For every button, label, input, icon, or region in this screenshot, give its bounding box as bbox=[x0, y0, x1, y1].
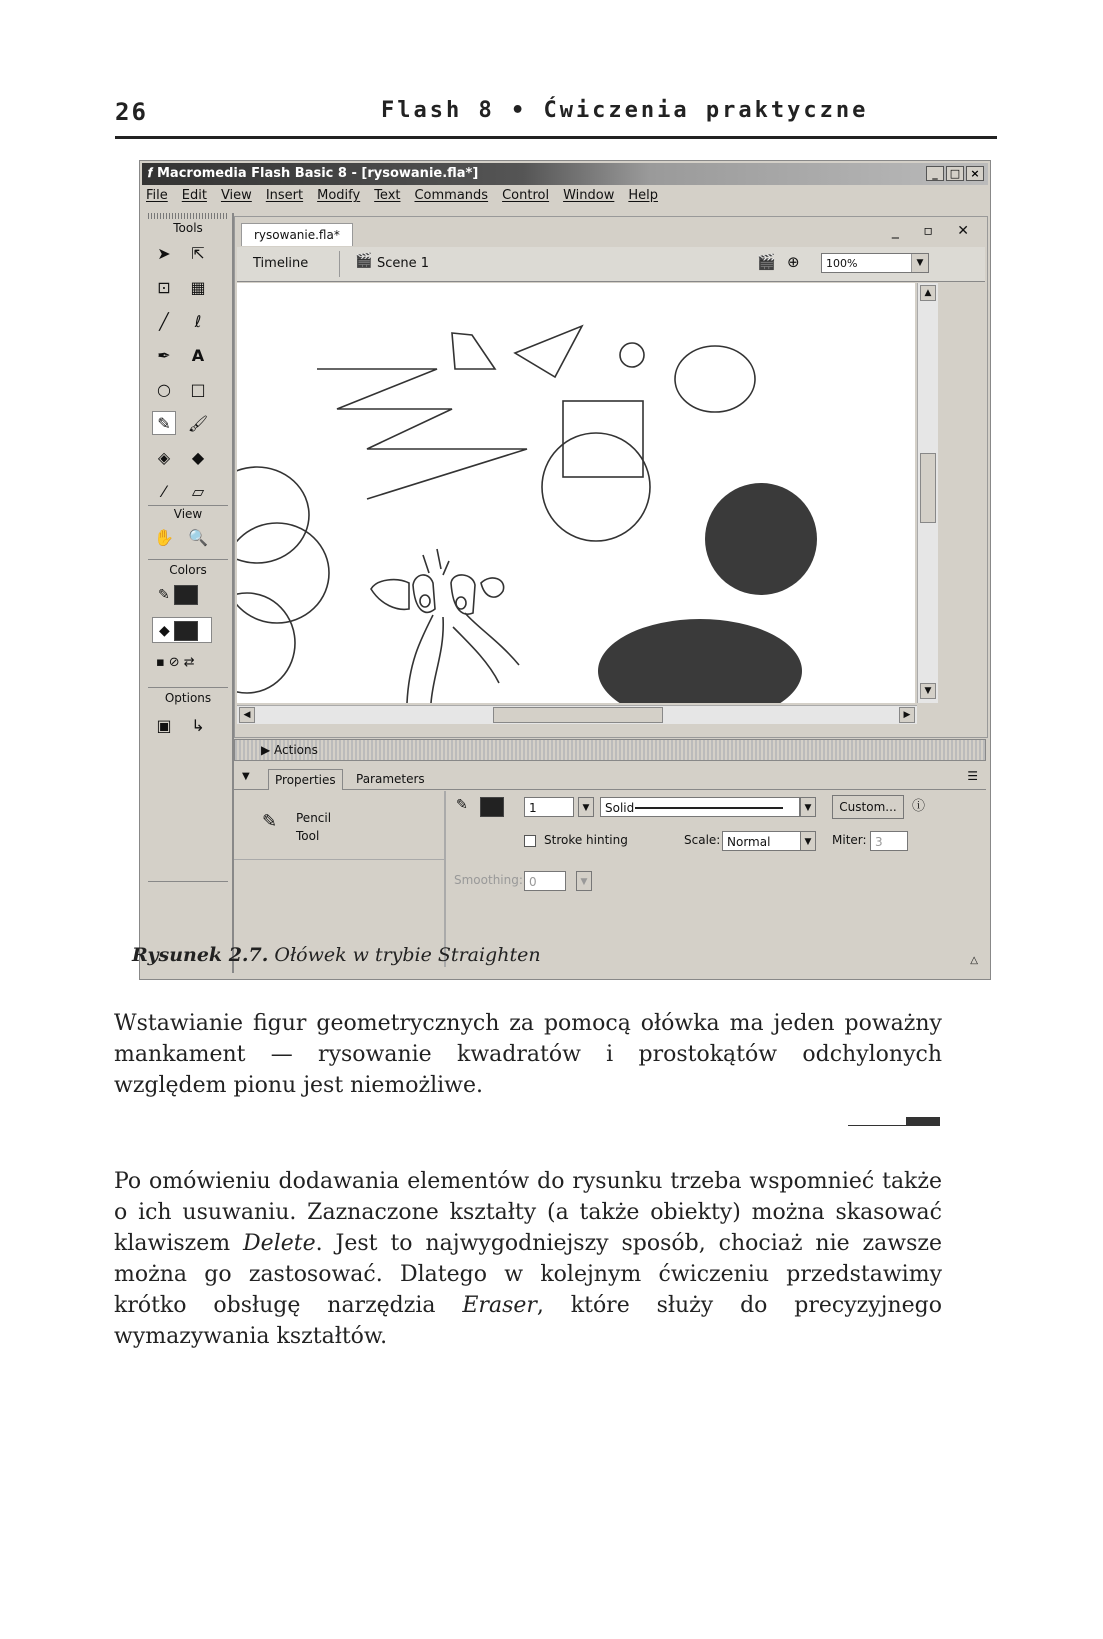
tools-title: Tools bbox=[173, 221, 203, 235]
object-drawing-icon[interactable]: ▣ bbox=[156, 715, 172, 735]
stroke-style-value: Solid bbox=[605, 801, 635, 815]
close-button[interactable]: × bbox=[966, 166, 984, 181]
timeline-bar bbox=[237, 247, 985, 282]
line-tool-icon[interactable]: ╱ bbox=[159, 311, 169, 331]
pen-tool-icon[interactable]: ✒ bbox=[157, 345, 171, 365]
custom-button[interactable]: Custom... bbox=[832, 795, 904, 819]
eraser-tool-term: Eraser bbox=[462, 1293, 537, 1318]
bottom-panels bbox=[234, 739, 986, 975]
hand-tool-icon[interactable]: ✋ bbox=[154, 527, 174, 547]
selection-tool-icon[interactable]: ➤ bbox=[157, 243, 171, 263]
delete-key-term: Delete bbox=[243, 1231, 316, 1256]
menu-help[interactable]: Help bbox=[628, 188, 658, 203]
properties-header bbox=[234, 765, 986, 790]
page-header bbox=[115, 96, 997, 139]
square-outline bbox=[563, 401, 643, 477]
scroll-up-icon[interactable]: ▲ bbox=[920, 285, 936, 301]
colors-section-label: Colors bbox=[169, 563, 207, 577]
scroll-down-icon[interactable]: ▼ bbox=[920, 683, 936, 699]
paragraph-2-part-3: , które służy do precyzyjnego wymazywania kształtów. bbox=[114, 1293, 942, 1349]
help-icon[interactable]: ⓘ bbox=[912, 799, 926, 814]
page-number: 26 bbox=[115, 98, 148, 126]
document-window-controls[interactable]: _ ▫ ✕ bbox=[891, 223, 979, 239]
gradient-transform-tool-icon[interactable]: ▦ bbox=[190, 277, 206, 297]
running-title: Flash 8 • Ćwiczenia praktyczne bbox=[381, 98, 869, 123]
menu-commands[interactable]: Commands bbox=[414, 188, 489, 203]
trapezoid-shape bbox=[452, 333, 495, 369]
large-circle-outline bbox=[542, 433, 650, 541]
document-tab[interactable]: rysowanie.fla* bbox=[241, 223, 353, 246]
menu-view[interactable]: View bbox=[220, 188, 252, 203]
ink-bottle-tool-icon[interactable]: ◈ bbox=[157, 447, 171, 467]
menu-insert[interactable]: Insert bbox=[265, 188, 304, 203]
timeline-button[interactable]: Timeline bbox=[253, 256, 309, 271]
horizontal-scrollbar[interactable] bbox=[237, 705, 917, 724]
options-section-label: Options bbox=[164, 691, 212, 705]
eraser-tool-icon[interactable]: ▱ bbox=[191, 481, 205, 501]
small-circle bbox=[620, 343, 644, 367]
figure-caption bbox=[132, 944, 541, 966]
paragraph-1: Wstawianie figur geometrycznych za pomocą ołówka ma jeden poważny mankament — rysowanie kwadratów i prostokątów odchylonych względem pionu jest niemożliwe. bbox=[114, 1011, 942, 1098]
filled-ellipse bbox=[598, 619, 802, 703]
stroke-width-stepper-icon[interactable]: ▼ bbox=[578, 797, 594, 817]
stroke-hinting-label: Stroke hinting bbox=[544, 833, 628, 847]
filled-circle bbox=[705, 483, 817, 595]
stroke-hinting-checkbox[interactable] bbox=[524, 835, 536, 847]
color-swap-icons[interactable]: ▪⊘⇄ bbox=[156, 655, 199, 670]
smoothing-field[interactable]: 0 bbox=[524, 871, 566, 891]
oval-tool-icon[interactable]: ○ bbox=[157, 379, 171, 399]
scene-label: Scene 1 bbox=[377, 256, 430, 271]
scroll-right-icon[interactable]: ▶ bbox=[899, 707, 915, 723]
vertical-scrollbar[interactable] bbox=[917, 283, 938, 703]
left-arc-1 bbox=[237, 467, 309, 563]
stroke-color-swatch[interactable] bbox=[174, 585, 198, 605]
menu-modify[interactable]: Modify bbox=[317, 188, 361, 203]
tab-parameters[interactable]: Parameters bbox=[356, 772, 425, 786]
collapse-arrow-icon[interactable]: ▼ bbox=[242, 771, 250, 782]
triangle-shape bbox=[515, 326, 582, 377]
stroke-color-swatch-panel[interactable] bbox=[480, 797, 504, 817]
scroll-left-icon[interactable]: ◀ bbox=[239, 707, 255, 723]
document-window bbox=[234, 216, 988, 738]
caption-label: Rysunek 2.7. bbox=[132, 944, 269, 966]
paragraph-2-part-1: Po omówieniu dodawania elementów do rysunku trzeba wspomnieć także o ich usuwaniu. Zaznaczone kształty (a także obiekty) można skasować klawiszem bbox=[114, 1169, 942, 1256]
stroke-style-dropdown-icon[interactable]: ▼ bbox=[800, 797, 816, 817]
eyedropper-tool-icon[interactable]: ⁄ bbox=[162, 481, 166, 501]
lasso-tool-icon[interactable]: ℓ bbox=[194, 311, 202, 331]
zoom-value: 100% bbox=[826, 257, 858, 270]
scale-select[interactable]: Normal bbox=[722, 831, 802, 851]
scene-clapper-icon: 🎬 bbox=[355, 253, 373, 269]
menu-control[interactable]: Control bbox=[502, 188, 550, 203]
brush-tool-icon[interactable]: 🖌 bbox=[187, 413, 209, 433]
subselection-tool-icon[interactable]: ⇱ bbox=[191, 243, 205, 263]
fill-color-control[interactable]: ◆ bbox=[152, 617, 212, 643]
window-title: Macromedia Flash Basic 8 - [rysowanie.fla*] bbox=[157, 166, 479, 181]
tools-panel bbox=[144, 213, 234, 973]
stage-drawing bbox=[237, 283, 915, 703]
edit-scene-icon[interactable]: 🎬 bbox=[757, 253, 776, 271]
rectangle-tool-icon[interactable]: □ bbox=[190, 379, 206, 399]
menu-window[interactable]: Window bbox=[563, 188, 615, 203]
view-section-label: View bbox=[173, 507, 203, 521]
menu-edit[interactable]: Edit bbox=[181, 188, 207, 203]
actions-panel-bar[interactable]: ▶ Actions bbox=[234, 739, 986, 761]
zigzag-line bbox=[317, 369, 527, 499]
window-titlebar bbox=[142, 163, 988, 185]
stroke-pencil-icon: ✎ bbox=[456, 797, 468, 813]
paragraph-2 bbox=[114, 1166, 942, 1352]
menu-text[interactable]: Text bbox=[374, 188, 401, 203]
chevron-down-icon: ▼ bbox=[911, 254, 928, 272]
left-arc-3 bbox=[237, 593, 295, 693]
panel-menu-icon[interactable]: ☰ bbox=[967, 769, 978, 783]
fill-color-swatch[interactable] bbox=[174, 621, 198, 641]
expand-panel-icon[interactable]: △ bbox=[970, 955, 978, 966]
smoothing-label: Smoothing: bbox=[454, 873, 523, 887]
actions-label: Actions bbox=[274, 743, 318, 757]
vertical-scroll-thumb[interactable] bbox=[920, 453, 936, 523]
paint-bucket-tool-icon[interactable]: ◆ bbox=[191, 447, 205, 467]
tab-properties[interactable]: Properties bbox=[268, 769, 343, 790]
menu-file[interactable]: File bbox=[146, 188, 168, 203]
paragraph-2-part-2: . Jest to najwygodniejszy sposób, chociaż nie zawsze można go zastosować. Dlatego w kolejnym ćwiczeniu przedstawimy krótko obsługę narzędzia bbox=[114, 1231, 942, 1318]
pencil-icon: ✎ bbox=[262, 811, 278, 832]
scale-label: Scale: bbox=[684, 833, 721, 847]
flash-screenshot bbox=[139, 160, 991, 980]
scale-dropdown-icon[interactable]: ▼ bbox=[800, 831, 816, 851]
tool-name: Pencil bbox=[296, 811, 332, 825]
miter-label: Miter: bbox=[832, 833, 867, 847]
miter-field[interactable]: 3 bbox=[870, 831, 908, 851]
caption-text: Ołówek w trybie Straighten bbox=[274, 944, 541, 966]
horizontal-scroll-thumb[interactable] bbox=[493, 707, 663, 723]
menu-bar bbox=[146, 188, 658, 208]
section-end-mark bbox=[848, 1117, 940, 1127]
minimize-button[interactable]: _ bbox=[926, 166, 944, 181]
text-tool-icon[interactable]: A bbox=[191, 345, 205, 365]
panel-grip[interactable] bbox=[148, 213, 228, 219]
pencil-mode-icon[interactable]: ↳ bbox=[191, 715, 205, 735]
ellipse-outline bbox=[675, 346, 755, 412]
stroke-color-control[interactable]: ✎ bbox=[158, 585, 198, 605]
edit-symbols-icon[interactable]: ⊕ bbox=[787, 253, 800, 271]
free-transform-tool-icon[interactable]: ⊡ bbox=[157, 277, 171, 297]
left-arc-2 bbox=[237, 523, 329, 623]
tool-type: Tool bbox=[296, 829, 320, 843]
maximize-button[interactable]: □ bbox=[946, 166, 964, 181]
zoom-tool-icon[interactable]: 🔍 bbox=[188, 527, 208, 547]
zoom-select[interactable] bbox=[821, 253, 929, 273]
cartoon-figure bbox=[371, 549, 519, 703]
drawing-stage[interactable] bbox=[237, 283, 915, 703]
pencil-tool-icon[interactable]: ✎ bbox=[152, 411, 176, 435]
smoothing-dropdown-icon[interactable]: ▼ bbox=[576, 871, 592, 891]
stroke-width-field[interactable]: 1 bbox=[524, 797, 574, 817]
stroke-style-select[interactable] bbox=[600, 797, 800, 817]
flash-logo-icon: 𝒇 bbox=[148, 166, 157, 181]
